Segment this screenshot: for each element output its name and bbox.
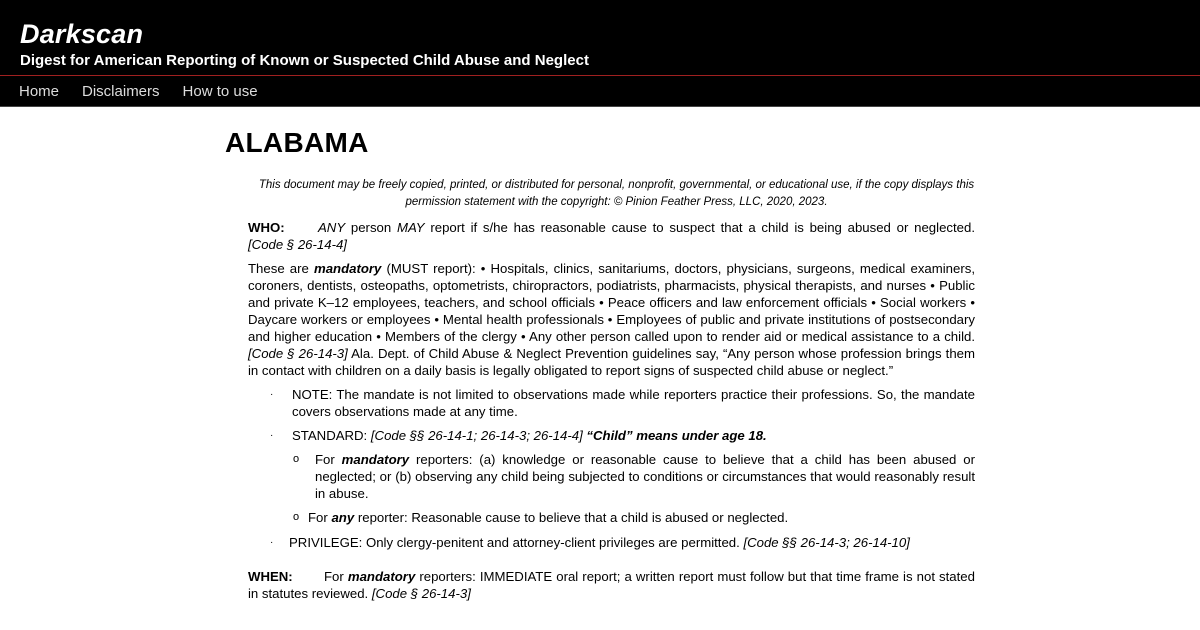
circle-bullet-icon: o [293, 511, 300, 523]
who-may: MAY [396, 220, 425, 235]
who-person: person [345, 220, 397, 235]
sub1-pre: For [315, 452, 342, 467]
bullet-dot-icon: · [270, 389, 274, 400]
standard-sub-any [248, 509, 975, 526]
standard-citation: [Code §§ 26-14-1; 26-14-3; 26-14-4] [370, 428, 583, 443]
mandatory-reporters [248, 260, 975, 379]
document-body [248, 219, 975, 602]
note-bullet [248, 386, 975, 420]
privilege-text: PRIVILEGE: Only clergy-penitent and attorney-client privileges are permitted. [289, 535, 744, 550]
mandatory-intro: These are [248, 261, 314, 276]
permission-statement: This document may be freely copied, printed, or distributed for personal, nonprofit, governmental, or educational use, if the copy displays this permission statement with the copyright: © Pinion Feather Press, LLC, 2020, 2023. [258, 179, 975, 208]
note-text: NOTE: The mandate is not limited to observations made while reporters practice their professions. So, the mandate covers observations made at any time. [292, 387, 975, 419]
page-title: ALABAMA [225, 127, 369, 158]
sub1-text: reporters: (a) knowledge or reasonable cause to believe that a child has been abused or neglected; or (b) observing any child being subjected to conditions or circumstances that would reasonably result in abuse. [315, 452, 975, 501]
when-text: reporters: IMMEDIATE oral report; a written report must follow but that time frame is not stated in statutes reviewed. [248, 569, 975, 601]
who-any: ANY [318, 220, 346, 235]
mandatory-list: (MUST report): • Hospitals, clinics, sanitariums, doctors, physicians, surgeons, medical examiners, coroners, dentists, osteopaths, optometrists, chiropractors, podiatrists, pharmacists, physical therapists, and nurses • Public and private K–12 employees, teachers, and school officials • Peace officers and law enforcement officials • Social workers • Daycare workers or employees • Mental health professionals • Employees of public and private institutions of postsecondary and higher education • Members of the clergy • Any other person called upon to render aid or medical assistance to a child. [248, 261, 975, 344]
when-pre: For [324, 569, 348, 584]
when-label: WHEN: [248, 569, 293, 584]
bullet-dot-icon: · [270, 430, 274, 441]
sub2-pre: For [308, 510, 332, 525]
site-title[interactable]: Darkscan [20, 19, 144, 49]
standard-label: STANDARD: [292, 428, 371, 443]
privilege-citation: [Code §§ 26-14-3; 26-14-10] [743, 535, 910, 550]
mandatory-emphasis: mandatory [313, 261, 382, 276]
who-label: WHO: [248, 220, 285, 235]
nav-home[interactable]: Home [19, 82, 60, 100]
sub2-emphasis: any [331, 510, 355, 525]
mandatory-citation: [Code § 26-14-3] [248, 346, 348, 361]
when-emphasis: mandatory [347, 569, 416, 584]
sub2-text: reporter: Reasonable cause to believe that a child is abused or neglected. [354, 510, 789, 525]
mandatory-guidelines: Ala. Dept. of Child Abuse & Neglect Prevention guidelines say, “Any person whose profession brings them in contact with children on a daily basis is legally obligated to report signs of suspected child abuse or neglect.” [248, 346, 975, 378]
when-section [248, 568, 975, 602]
site-header [0, 0, 1200, 107]
when-citation: [Code § 26-14-3] [371, 586, 471, 601]
who-text: report if s/he has reasonable cause to suspect that a child is being abused or neglected. [424, 220, 975, 235]
who-section [248, 219, 975, 253]
circle-bullet-icon: o [293, 453, 300, 465]
standard-child-definition: “Child” means under age 18. [582, 428, 767, 443]
nav-how-to-use[interactable]: How to use [182, 82, 258, 100]
main-content [225, 126, 985, 602]
standard-sub-mandatory [248, 451, 975, 502]
main-nav [0, 76, 1200, 107]
bullet-dot-icon: · [270, 537, 274, 548]
site-subtitle: Digest for American Reporting of Known or Suspected Child Abuse and Neglect [20, 52, 589, 69]
standard-bullet [248, 427, 975, 444]
who-citation: [Code § 26-14-4] [248, 237, 347, 252]
sub1-emphasis: mandatory [341, 452, 410, 467]
privilege-bullet [248, 534, 975, 551]
nav-disclaimers[interactable]: Disclaimers [82, 82, 160, 100]
brand-block [0, 0, 1200, 76]
